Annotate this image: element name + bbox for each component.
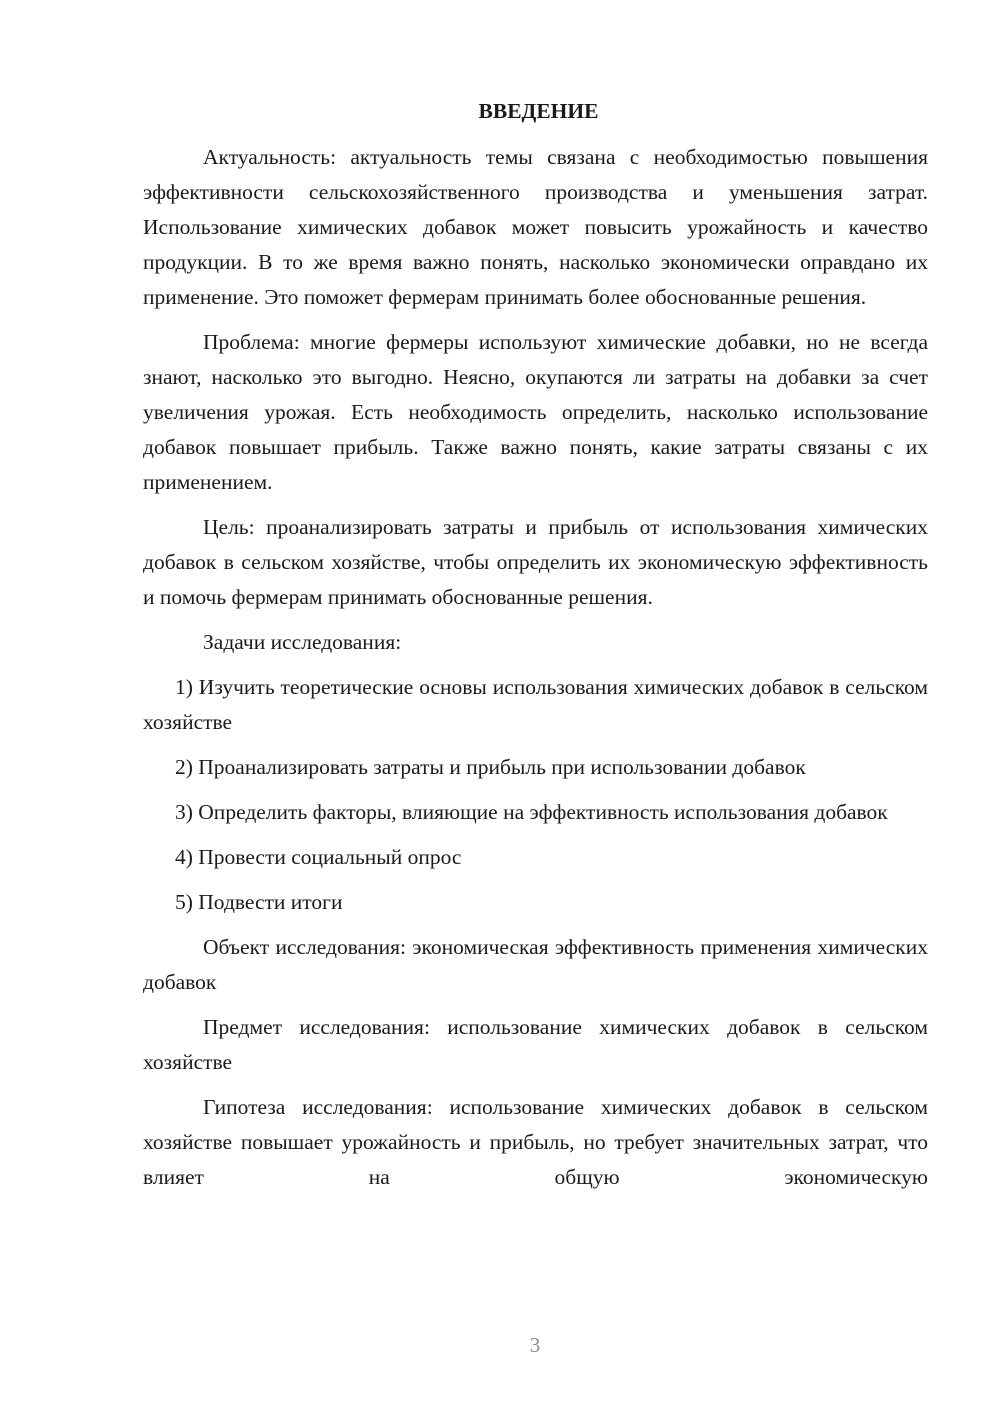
section-heading: ВВЕДЕНИЕ	[478, 99, 599, 123]
paragraph-goal: Цель: проанализировать затраты и прибыль от использования химических добавок в сельском хозяйстве, чтобы определить их экономическую эффективность и помочь фермерам принимать обоснованные решения.	[143, 515, 928, 609]
paragraph-hypothesis: Гипотеза исследования: использование химических добавок в сельском хозяйстве повышает урожайность и прибыль, но требует значительных затрат, что влияет на общую экономическую	[143, 1095, 928, 1189]
task-item-2: 2) Проанализировать затраты и прибыль при использовании добавок	[175, 755, 806, 779]
paragraph-subject: Предмет исследования: использование химических добавок в сельском хозяйстве	[143, 1015, 928, 1074]
task-item-3: 3) Определить факторы, влияющие на эффективность использования добавок	[175, 800, 888, 824]
page-number: 3	[529, 1333, 541, 1357]
document-page	[143, 96, 928, 1195]
task-item-5: 5) Подвести итоги	[175, 890, 343, 914]
task-item-4: 4) Провести социальный опрос	[175, 845, 462, 869]
paragraph-tasks-intro: Задачи исследования:	[203, 630, 402, 654]
paragraph-problem: Проблема: многие фермеры используют химические добавки, но не всегда знают, насколько это выгодно. Неясно, окупаются ли затраты на добавки за счет увеличения урожая. Есть необходимость определить, насколько использование добавок повышает прибыль. Также важно понять, какие затраты связаны с их применением.	[143, 330, 928, 494]
task-item-1: 1) Изучить теоретические основы использования химических добавок в сельском хозяйстве	[143, 675, 928, 734]
paragraph-object: Объект исследования: экономическая эффективность применения химических добавок	[143, 935, 928, 994]
paragraph-relevance: Актуальность: актуальность темы связана с необходимостью повышения эффективности сельскохозяйственного производства и уменьшения затрат. Использование химических добавок может повысить урожайность и качество продукции. В то же время важно понять, насколько экономически оправдано их применение. Это поможет фермерам принимать более обоснованные решения.	[143, 145, 928, 309]
